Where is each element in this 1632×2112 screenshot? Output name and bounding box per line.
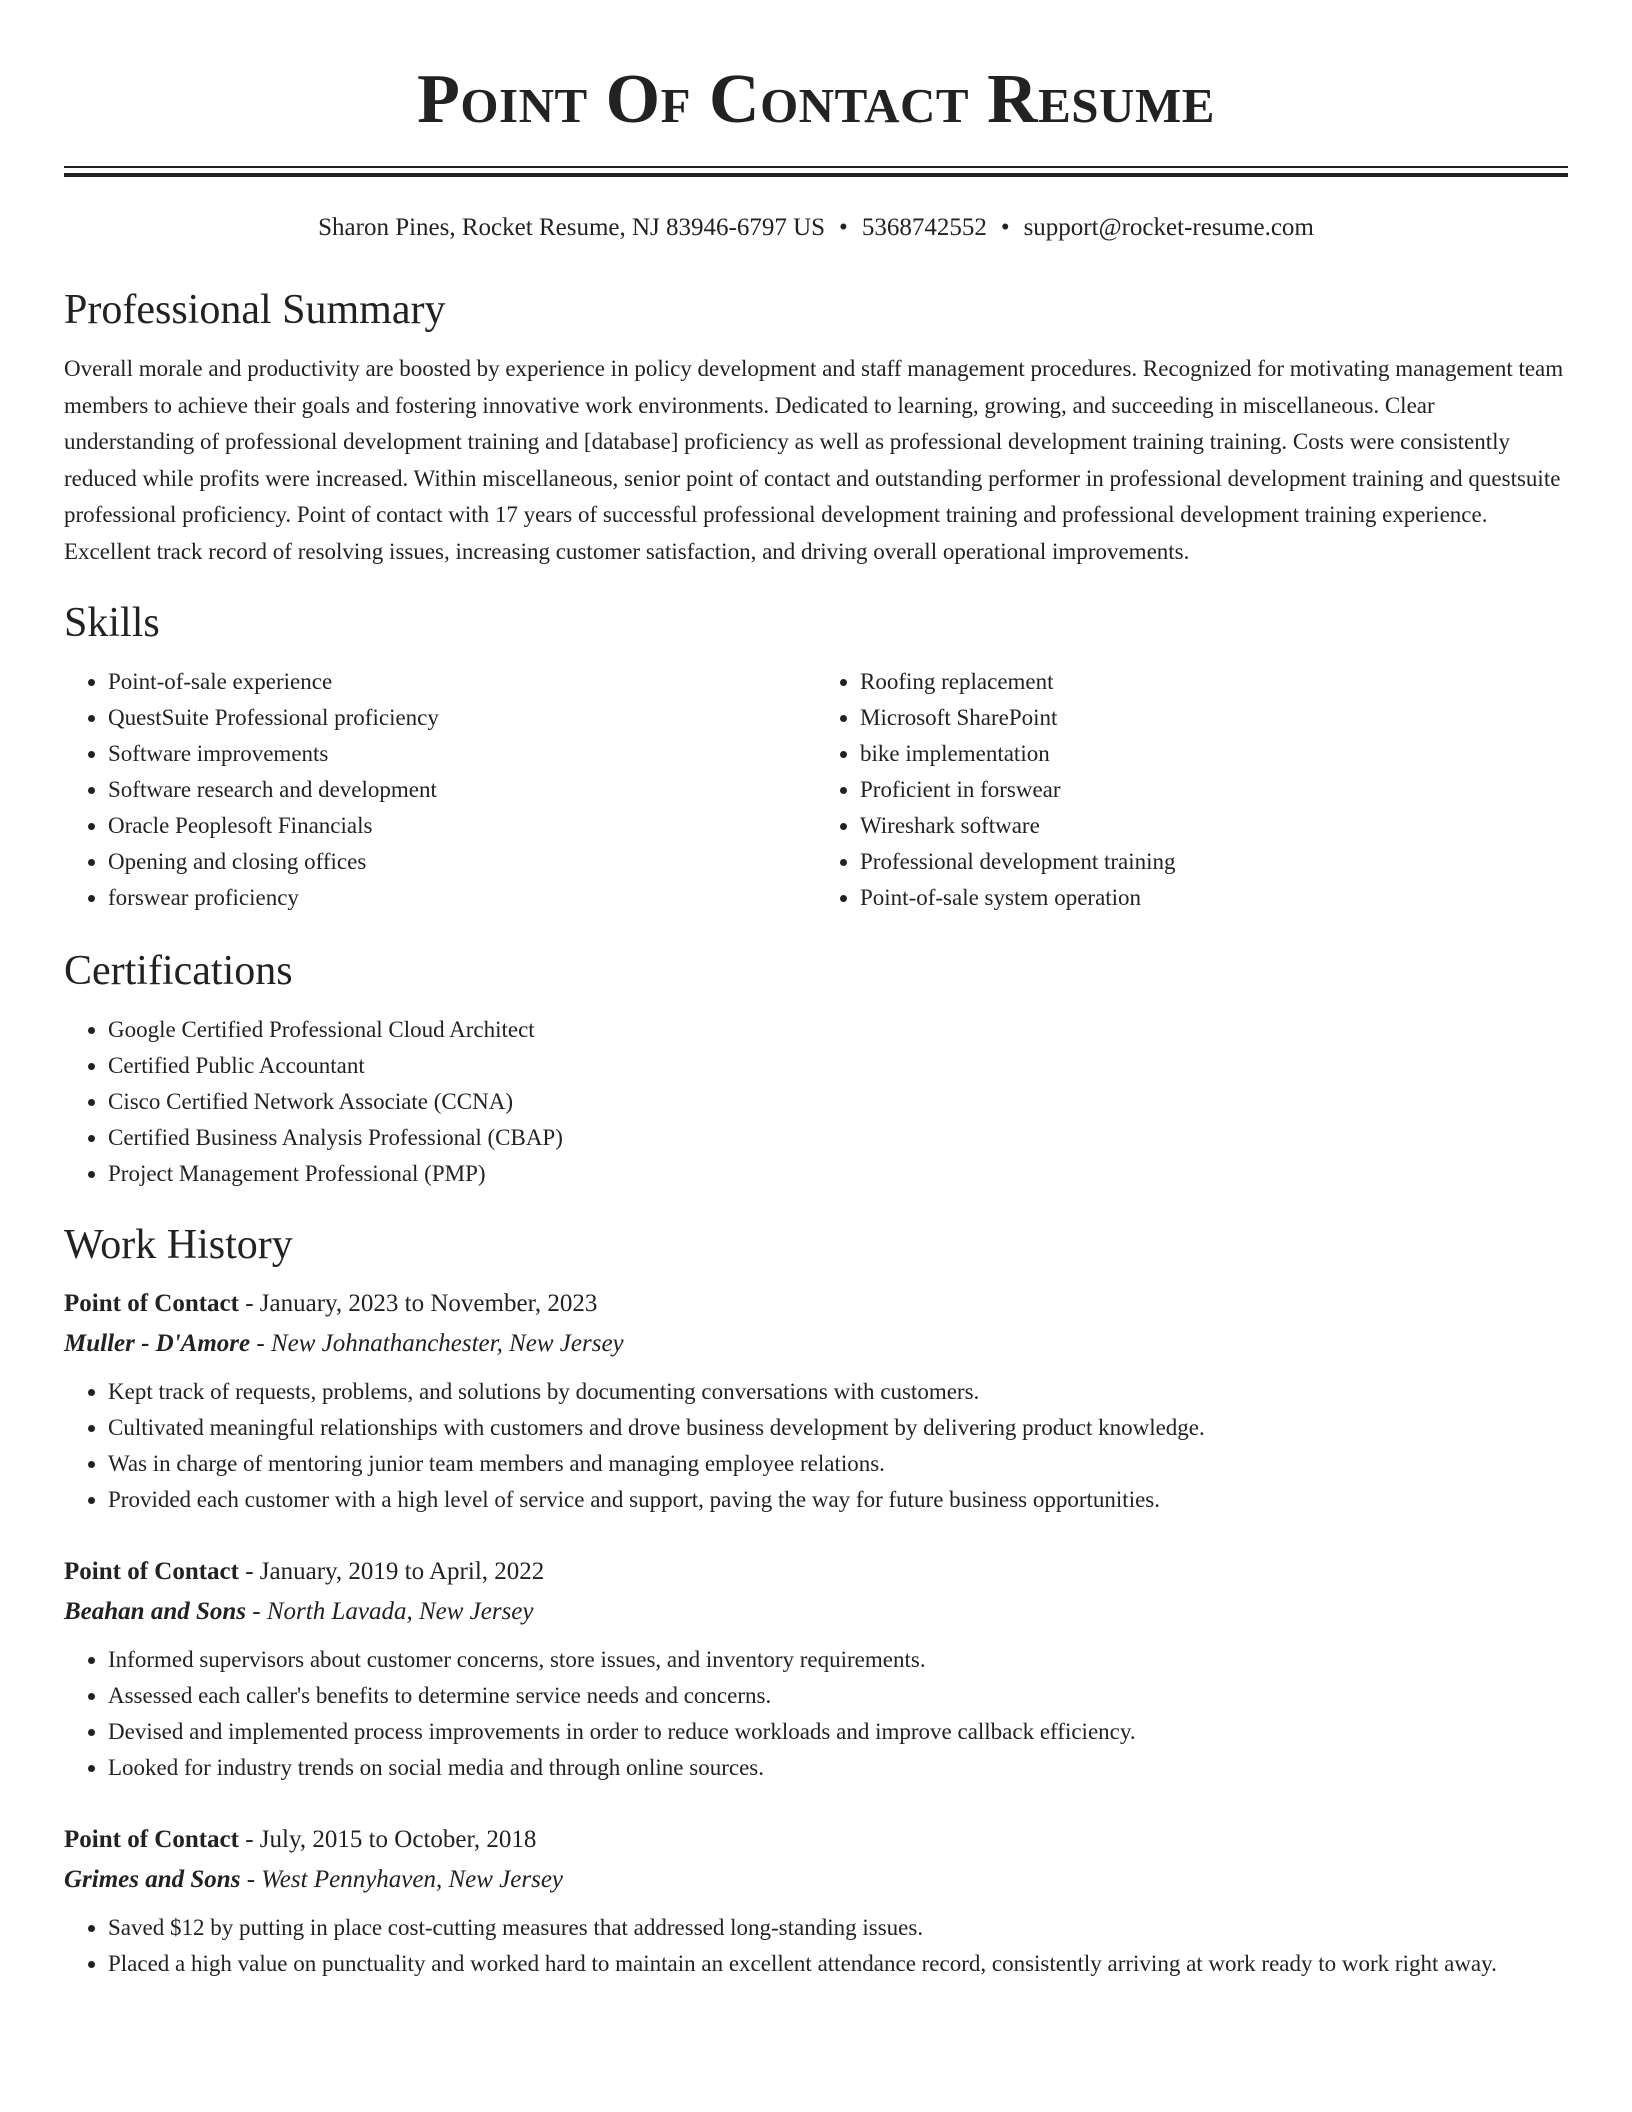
contact-address: Sharon Pines, Rocket Resume, NJ 83946-6797 US [318, 214, 826, 241]
job-employer [64, 1860, 1568, 1900]
summary-heading: Professional Summary [64, 287, 446, 333]
job-bullet: • Cultivated meaningful relationships with customers and drove business development by delivering product knowledge. [108, 1410, 1568, 1446]
job-entry [64, 1552, 1568, 1786]
job-company: Grimes and Sons [64, 1866, 241, 1893]
skill-item: • Roofing replacement [860, 664, 1568, 700]
certifications-list [64, 1012, 1568, 1192]
contact-separator: • [839, 214, 848, 241]
job-header [64, 1284, 1568, 1324]
job-bullet: • Was in charge of mentoring junior team members and managing employee relations. [108, 1446, 1568, 1482]
skill-item: • Proficient in forswear [860, 772, 1568, 808]
job-bullet: • Devised and implemented process improvements in order to reduce workloads and improve callback efficiency. [108, 1714, 1568, 1750]
job-header [64, 1820, 1568, 1860]
certification-item: • Certified Public Accountant [108, 1048, 1568, 1084]
title-divider [64, 166, 1568, 177]
skill-item: • bike implementation [860, 736, 1568, 772]
job-entry [64, 1820, 1568, 1982]
job-role: Point of Contact [64, 1826, 239, 1853]
skills-heading: Skills [64, 600, 160, 646]
job-bullet: • Placed a high value on punctuality and worked hard to maintain an excellent attendance record, consistently arriving at work ready to work right away. [108, 1946, 1568, 1982]
job-dates: - January, 2019 to April, 2022 [238, 1558, 545, 1585]
job-bullet: • Assessed each caller's benefits to determine service needs and concerns. [108, 1678, 1568, 1714]
certifications-heading: Certifications [64, 948, 293, 994]
job-company: Beahan and Sons [64, 1598, 247, 1625]
job-dates: - July, 2015 to October, 2018 [238, 1826, 537, 1853]
skill-item: • Microsoft SharePoint [860, 700, 1568, 736]
job-bullets [64, 1910, 1568, 1982]
job-bullets [64, 1374, 1568, 1518]
skills-list-left [64, 664, 816, 916]
skill-item: • Point-of-sale experience [108, 664, 816, 700]
contact-line [64, 213, 1568, 243]
certification-item: • Certified Business Analysis Professional (CBAP) [108, 1120, 1568, 1156]
resume-title: Point Of Contact Resume [417, 61, 1215, 138]
job-header [64, 1552, 1568, 1592]
job-role: Point of Contact [64, 1290, 239, 1317]
skill-item: • Software improvements [108, 736, 816, 772]
job-company: Muller - D'Amore [64, 1330, 251, 1357]
job-entry [64, 1284, 1568, 1518]
job-bullet: • Looked for industry trends on social media and through online sources. [108, 1750, 1568, 1786]
skill-item: • Professional development training [860, 844, 1568, 880]
contact-email: support@rocket-resume.com [1023, 214, 1314, 241]
skill-item: • Software research and development [108, 772, 816, 808]
work-history-heading: Work History [64, 1222, 293, 1268]
job-location: - North Lavada, New Jersey [246, 1598, 534, 1625]
job-dates: - January, 2023 to November, 2023 [238, 1290, 598, 1317]
job-role: Point of Contact [64, 1558, 239, 1585]
contact-phone: 5368742552 [861, 214, 987, 241]
skills-grid [64, 664, 1568, 916]
certification-item: • Cisco Certified Network Associate (CCNA) [108, 1084, 1568, 1120]
job-bullets [64, 1642, 1568, 1786]
certification-item: • Google Certified Professional Cloud Architect [108, 1012, 1568, 1048]
skill-item: • forswear proficiency [108, 880, 816, 916]
certification-item: • Project Management Professional (PMP) [108, 1156, 1568, 1192]
skill-item: • Wireshark software [860, 808, 1568, 844]
contact-separator: • [1000, 214, 1010, 241]
job-location: - New Johnathanchester, New Jersey [250, 1330, 624, 1357]
job-bullet: • Kept track of requests, problems, and solutions by documenting conversations with customers. [108, 1374, 1568, 1410]
job-employer [64, 1324, 1568, 1364]
job-employer [64, 1592, 1568, 1632]
job-location: - West Pennyhaven, New Jersey [240, 1866, 564, 1893]
skill-item: • Opening and closing offices [108, 844, 816, 880]
skill-item: • Point-of-sale system operation [860, 880, 1568, 916]
summary-text: Overall morale and productivity are boosted by experience in policy development and staff management procedures. Recognized for motivating management team members to achieve their goals and fostering innovative work environments. Dedicated to learning, growing, and succeeding in miscellaneous. Clear understanding of professional development training and [database] proficiency as well as professional development training training. Costs were consistently reduced while profits were increased. Within miscellaneous, senior point of contact and outstanding performer in professional development training and questsuite professional proficiency. Point of contact with 17 years of successful professional development training and professional development training experience. Excellent track record of resolving issues, increasing customer satisfaction, and driving overall operational improvements. [64, 356, 1564, 564]
job-bullet: • Provided each customer with a high level of service and support, paving the way for future business opportunities. [108, 1482, 1568, 1518]
skill-item: • QuestSuite Professional proficiency [108, 700, 816, 736]
job-bullet: • Informed supervisors about customer concerns, store issues, and inventory requirements. [108, 1642, 1568, 1678]
skills-list-right [816, 664, 1568, 916]
job-bullet: • Saved $12 by putting in place cost-cutting measures that addressed long-standing issues. [108, 1910, 1568, 1946]
skill-item: • Oracle Peoplesoft Financials [108, 808, 816, 844]
